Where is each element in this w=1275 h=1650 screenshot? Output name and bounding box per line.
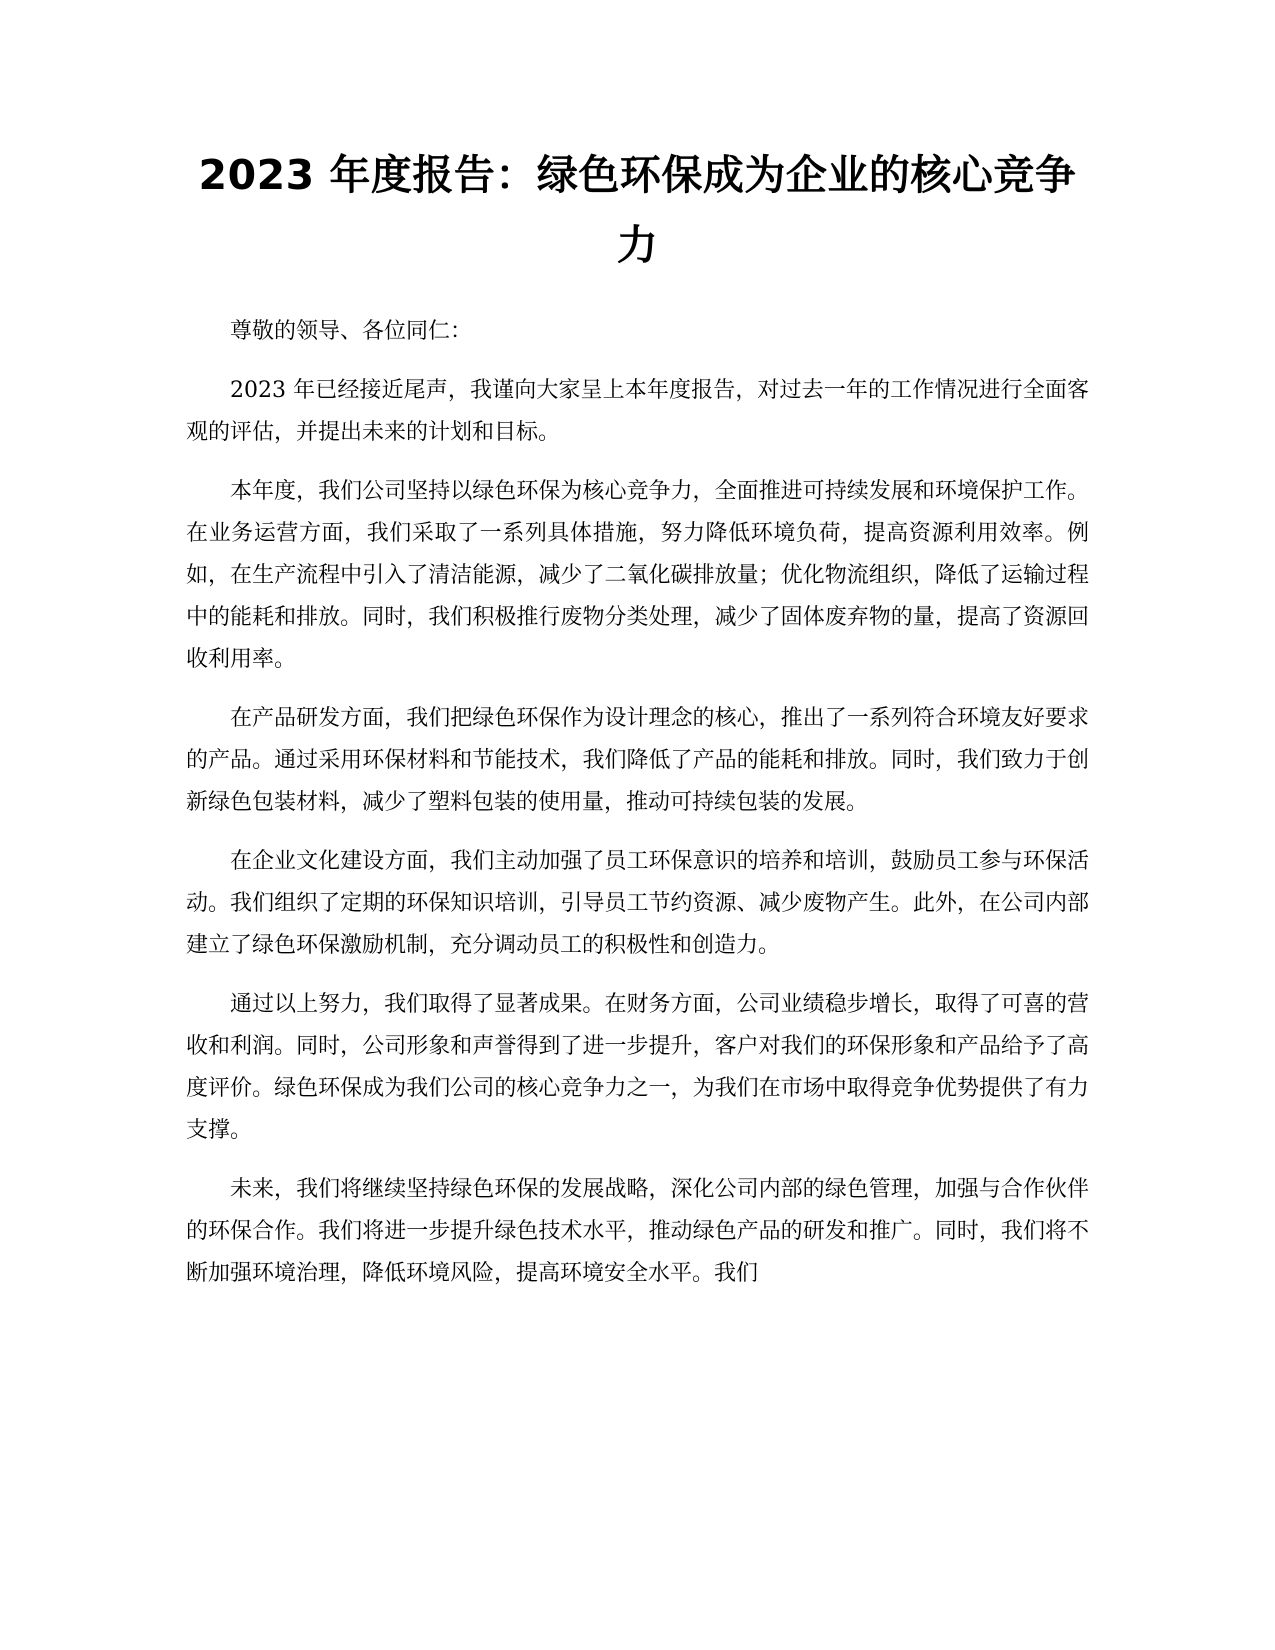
paragraph-future: 未来，我们将继续坚持绿色环保的发展战略，深化公司内部的绿色管理，加强与合作伙伴的环保合作。我们将进一步提升绿色技术水平，推动绿色产品的研发和推广。同时，我们将不断加强环境治理，降低环境风险，提高环境安全水平。我们 — [186, 1177, 1089, 1286]
document-body — [186, 311, 1089, 1295]
paragraph-culture: 在企业文化建设方面，我们主动加强了员工环保意识的培养和培训，鼓励员工参与环保活动。我们组织了定期的环保知识培训，引导员工节约资源、减少废物产生。此外，在公司内部建立了绿色环保激励机制，充分调动员工的积极性和创造力。 — [186, 849, 1089, 958]
document-title: 2023 年度报告：绿色环保成为企业的核心竞争力 — [198, 151, 1077, 269]
paragraph-salutation: 尊敬的领导、各位同仁： — [230, 319, 473, 344]
paragraph-results: 通过以上努力，我们取得了显著成果。在财务方面，公司业绩稳步增长，取得了可喜的营收和利润。同时，公司形象和声誉得到了进一步提升，客户对我们的环保形象和产品给予了高度评价。绿色环保成为我们公司的核心竞争力之一，为我们在市场中取得竞争优势提供了有力支撑。 — [186, 992, 1089, 1143]
paragraph-product-rd: 在产品研发方面，我们把绿色环保作为设计理念的核心，推出了一系列符合环境友好要求的产品。通过采用环保材料和节能技术，我们降低了产品的能耗和排放。同时，我们致力于创新绿色包装材料，减少了塑料包装的使用量，推动可持续包装的发展。 — [186, 706, 1089, 815]
paragraph-operations: 本年度，我们公司坚持以绿色环保为核心竞争力，全面推进可持续发展和环境保护工作。在业务运营方面，我们采取了一系列具体措施，努力降低环境负荷，提高资源利用效率。例如，在生产流程中引入了清洁能源，减少了二氧化碳排放量；优化物流组织，降低了运输过程中的能耗和排放。同时，我们积极推行废物分类处理，减少了固体废弃物的量，提高了资源回收利用率。 — [186, 479, 1089, 672]
paragraph-intro: 2023 年已经接近尾声，我谨向大家呈上本年度报告，对过去一年的工作情况进行全面客观的评估，并提出未来的计划和目标。 — [186, 378, 1089, 445]
